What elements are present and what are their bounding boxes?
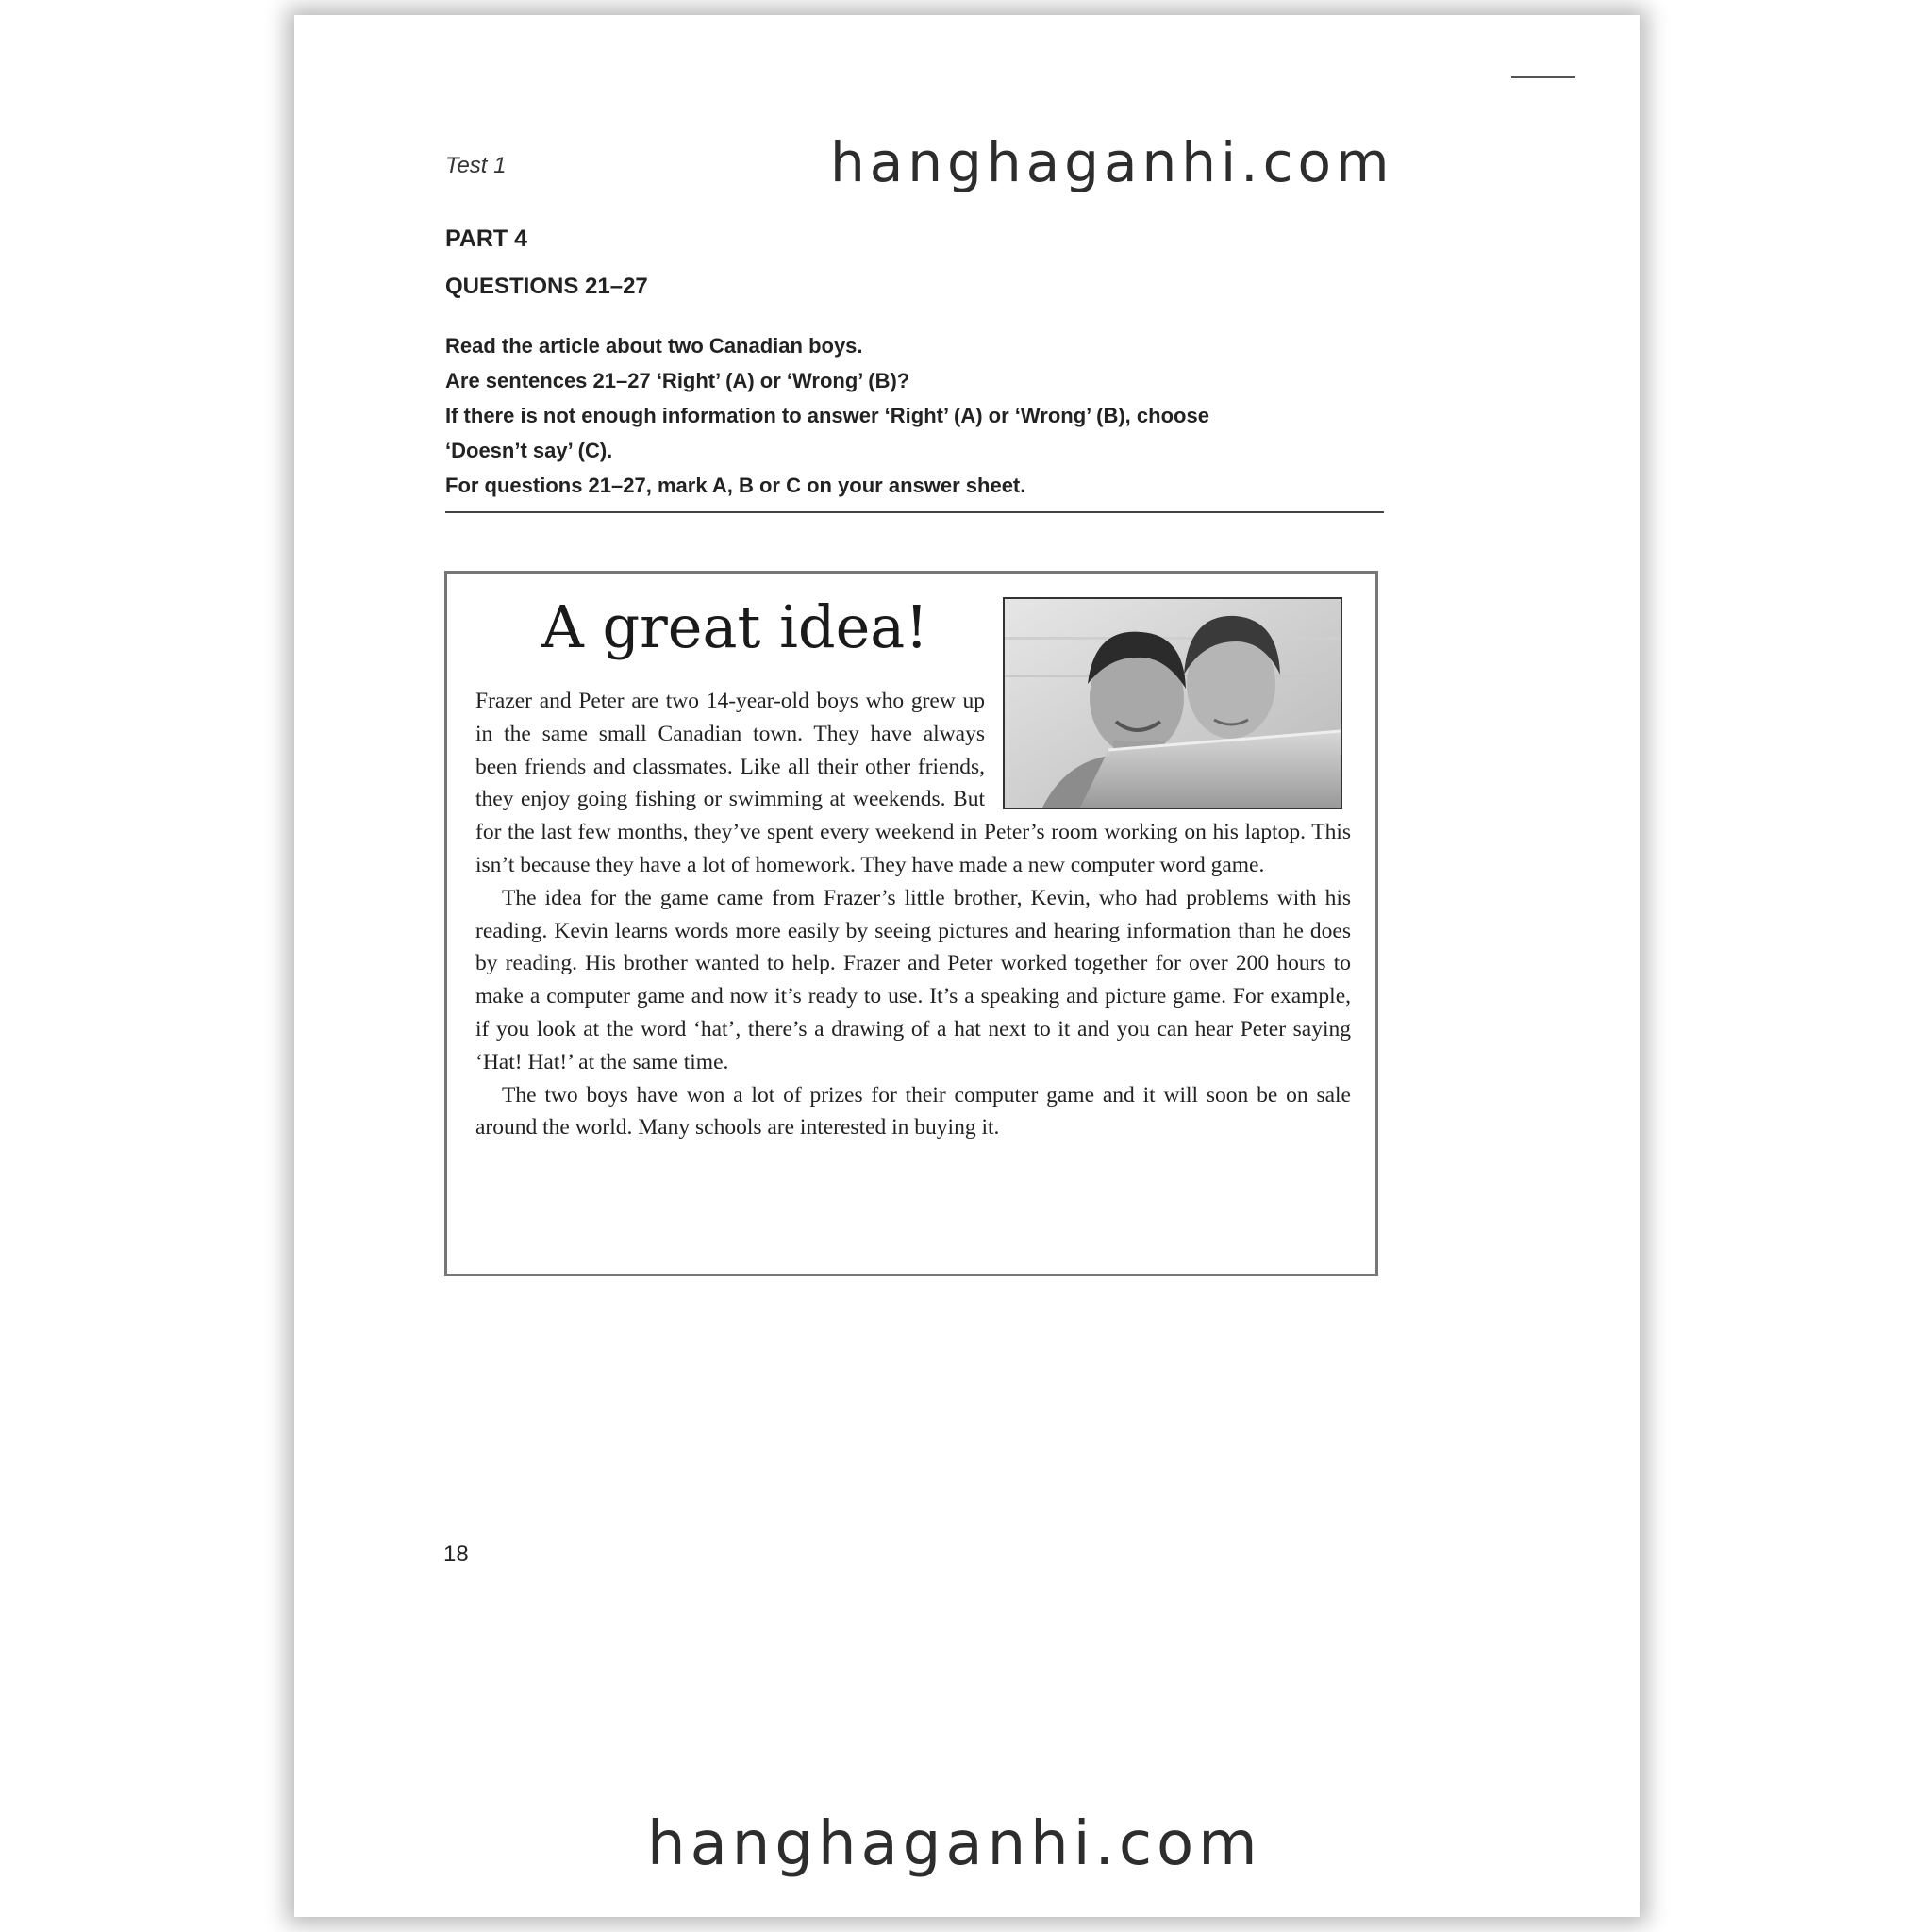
divider	[445, 511, 1384, 513]
watermark-bottom: hanghaganhi.com	[647, 1809, 1262, 1879]
instruction-line: ‘Doesn’t say’ (C).	[445, 439, 613, 462]
article-title: A great idea!	[541, 592, 929, 661]
article-box	[444, 571, 1378, 1276]
part-label: PART 4	[445, 225, 528, 252]
article-paragraph: Frazer and Peter are two 14-year-old boys who grew up in the same small Canadian town. They have always been friends and classmates. Like all their other friends, they enjoy going fishing or swimming at weekends. But for the last few months, they’ve spent every weekend in Peter’s room working on his laptop. This isn’t because they have a lot of homework. They have made a new computer word game.	[475, 689, 1351, 877]
questions-label: QUESTIONS 21–27	[445, 274, 648, 299]
article-paragraph: The idea for the game came from Frazer’s little brother, Kevin, who had problems with his reading. Kevin learns words more easily by seeing pictures and hearing information than he does by reading. His brother wanted to help. Frazer and Peter worked together for over 200 hours to make a computer game and now it’s ready to use. It’s a speaking and picture game. For example, if you look at the word ‘hat’, there’s a drawing of a hat next to it and you can hear Peter saying ‘Hat! Hat!’ at the same time.	[475, 885, 1351, 1074]
instruction-line: Are sentences 21–27 ‘Right’ (A) or ‘Wrong’ (B)?	[445, 369, 910, 392]
corner-rule	[1511, 76, 1575, 78]
instruction-line: Read the article about two Canadian boys.	[445, 334, 863, 358]
article-body	[475, 685, 1351, 1144]
page-number: 18	[443, 1541, 469, 1567]
book-page	[294, 15, 1640, 1917]
instructions	[445, 328, 1389, 503]
article-paragraph: The two boys have won a lot of prizes for their computer game and it will soon be on sale around the world. Many schools are interested in buying it.	[475, 1082, 1351, 1141]
instruction-line: For questions 21–27, mark A, B or C on your answer sheet.	[445, 474, 1026, 497]
watermark-top: hanghaganhi.com	[830, 130, 1394, 194]
test-label: Test 1	[445, 153, 507, 178]
instruction-line: If there is not enough information to answer ‘Right’ (A) or ‘Wrong’ (B), choose	[445, 404, 1209, 427]
